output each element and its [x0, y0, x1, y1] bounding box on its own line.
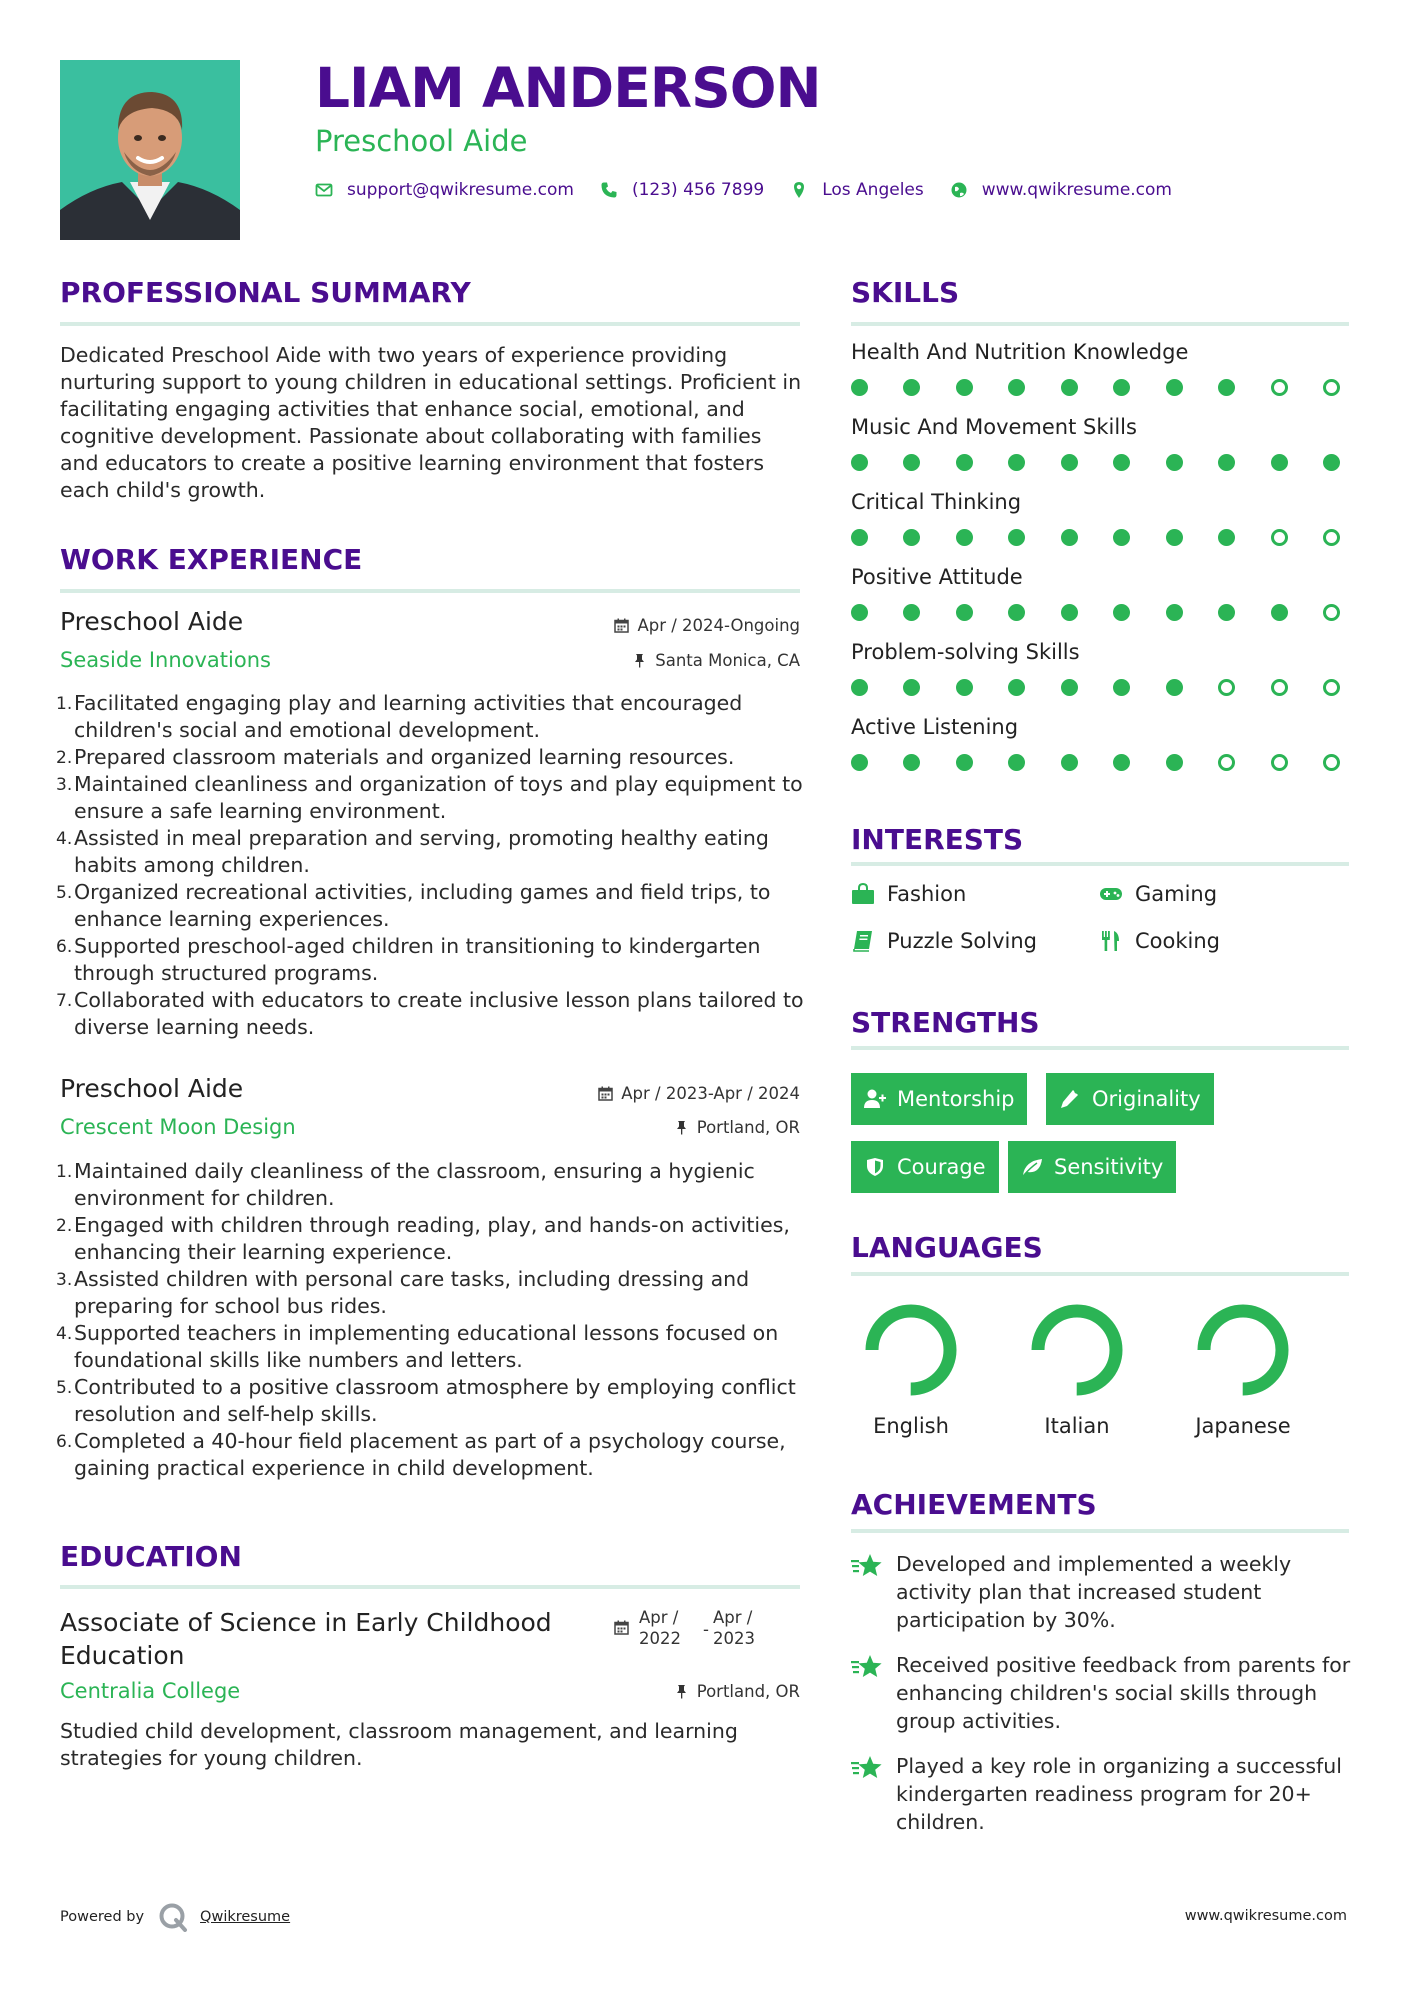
interest-label: Gaming [1135, 882, 1218, 906]
rating-dot-filled [1166, 379, 1183, 396]
work-heading: WORK EXPERIENCE [60, 543, 363, 576]
list-item: 2. Prepared classroom materials and organized learning resources. [56, 745, 735, 769]
skill-rating [851, 379, 1340, 396]
strength-label: Courage [897, 1155, 986, 1179]
list-item: 6. Completed a 40-hour field placement as part of a psychology course, gaining practical experience in child development. [56, 1429, 786, 1480]
skill-name: Critical Thinking [851, 490, 1022, 514]
rating-dot-filled [851, 529, 868, 546]
summary-heading: PROFESSIONAL SUMMARY [60, 276, 471, 309]
rating-dot-filled [956, 754, 973, 771]
job-bullets [56, 690, 806, 1041]
list-item: 5. Organized recreational activities, including games and field trips, to enhance learning experiences. [56, 880, 771, 931]
skills-list [851, 340, 1351, 790]
contact-website-text: www.qwikresume.com [981, 180, 1172, 200]
rating-dot-filled [1113, 604, 1130, 621]
list-item: 5. Contributed to a positive classroom atmosphere by employing conflict resolution and self-help skills. [56, 1375, 796, 1426]
strengths-divider [851, 1046, 1349, 1050]
footer-powered-by [60, 1902, 290, 1932]
skill-item [851, 715, 1351, 790]
shield-icon [864, 1157, 886, 1177]
list-item: 3. Maintained cleanliness and organization of toys and play equipment to ensure a safe learning environment. [56, 772, 803, 823]
rating-dot-filled [1323, 454, 1340, 471]
contact-location-text: Los Angeles [822, 180, 924, 200]
language-ring [1193, 1300, 1293, 1400]
skill-name: Positive Attitude [851, 565, 1023, 589]
skill-item [851, 640, 1351, 715]
job-title: Preschool Aide [60, 607, 244, 636]
skill-rating [851, 604, 1340, 621]
list-item: 4. Assisted in meal preparation and serving, promoting healthy eating habits among children. [56, 826, 769, 877]
star-achievement-icon [851, 1653, 883, 1683]
star-achievement-icon [851, 1552, 883, 1582]
contact-phone[interactable] [600, 180, 764, 200]
rating-dot-filled [1008, 379, 1025, 396]
rating-dot-empty [1271, 679, 1288, 696]
skill-item [851, 565, 1351, 640]
degree-title: Associate of Science in Early Childhood Education [60, 1608, 552, 1670]
gamepad-icon [1099, 883, 1123, 905]
rating-dot-empty [1323, 604, 1340, 621]
summary-divider [60, 322, 800, 326]
rating-dot-filled [851, 379, 868, 396]
rating-dot-filled [956, 454, 973, 471]
avatar [60, 60, 240, 240]
rating-dot-filled [1113, 679, 1130, 696]
achievement-text: Received positive feedback from parents for enhancing children's social skills through group activities. [896, 1653, 1351, 1733]
language-ring [861, 1300, 961, 1400]
rating-dot-filled [1218, 604, 1235, 621]
list-item: 4. Supported teachers in implementing educational lessons focused on foundational skills like numbers and letters. [56, 1321, 779, 1372]
rating-dot-filled [1271, 604, 1288, 621]
rating-dot-empty [1323, 379, 1340, 396]
company-name: Seaside Innovations [60, 648, 271, 672]
rating-dot-filled [956, 604, 973, 621]
user-plus-icon [864, 1089, 886, 1109]
rating-dot-filled [1061, 454, 1078, 471]
rating-dot-filled [1166, 754, 1183, 771]
achievements-divider [851, 1529, 1349, 1533]
achievement-item [851, 1651, 1356, 1735]
list-item: 2. Engaged with children through reading, play, and hands-on activities, enhancing their learning experience. [56, 1213, 790, 1264]
calendar-icon [614, 1620, 629, 1635]
rating-dot-filled [1218, 379, 1235, 396]
interest-label: Puzzle Solving [887, 929, 1037, 953]
strength-label: Mentorship [897, 1087, 1015, 1111]
skill-rating [851, 679, 1340, 696]
skill-item [851, 415, 1351, 490]
rating-dot-filled [903, 529, 920, 546]
interest-item [1099, 882, 1217, 906]
job-title: Preschool Aide [60, 1074, 244, 1103]
rating-dot-filled [1218, 454, 1235, 471]
strength-tag [851, 1141, 999, 1193]
interests-divider [851, 862, 1349, 866]
job-location-text: Portland, OR [696, 1118, 800, 1137]
language-name: Italian [1044, 1414, 1110, 1438]
list-item: 1. Facilitated engaging play and learning activities that encouraged children's social and emotional development. [56, 691, 743, 742]
job-date [614, 616, 800, 635]
contact-email-text: support@qwikresume.com [347, 180, 574, 200]
language-name: English [873, 1414, 949, 1438]
rating-dot-empty [1271, 529, 1288, 546]
education-divider [60, 1585, 800, 1589]
rating-dot-filled [1061, 379, 1078, 396]
rating-dot-empty [1218, 679, 1235, 696]
list-item: 7. Collaborated with educators to create inclusive lesson plans tailored to diverse learning needs. [56, 988, 804, 1039]
language-progress-arc [1038, 1311, 1116, 1389]
contact-email[interactable] [315, 180, 574, 200]
rating-dot-filled [1061, 604, 1078, 621]
phone-icon [600, 181, 618, 199]
profile-photo [60, 60, 240, 240]
rating-dot-filled [851, 454, 868, 471]
rating-dot-filled [1008, 604, 1025, 621]
school-name: Centralia College [60, 1679, 241, 1703]
map-pin-icon [790, 181, 808, 199]
education-heading: EDUCATION [60, 1540, 242, 1573]
rating-dot-filled [1113, 379, 1130, 396]
interest-item [851, 882, 966, 906]
job-date [598, 1084, 800, 1103]
achievement-item [851, 1550, 1356, 1634]
language-progress-arc [1204, 1311, 1282, 1389]
contact-bar [315, 176, 1198, 204]
contact-location [790, 180, 924, 200]
language-progress-arc [872, 1311, 950, 1389]
interests-heading: INTERESTS [851, 823, 1024, 856]
list-item: 1. Maintained daily cleanliness of the classroom, ensuring a hygienic environment for children. [56, 1159, 755, 1210]
job-location [674, 1118, 800, 1137]
skills-heading: SKILLS [851, 276, 960, 309]
pushpin-icon [674, 1120, 689, 1135]
rating-dot-filled [851, 679, 868, 696]
skill-name: Health And Nutrition Knowledge [851, 340, 1189, 364]
utensils-icon [1099, 930, 1123, 952]
rating-dot-filled [956, 379, 973, 396]
strength-tag [1046, 1073, 1214, 1125]
job-bullets [56, 1158, 806, 1482]
strength-label: Originality [1092, 1087, 1201, 1111]
rating-dot-filled [1008, 454, 1025, 471]
strengths-heading: STRENGTHS [851, 1006, 1040, 1039]
skill-item [851, 490, 1351, 565]
candidate-title: Preschool Aide [315, 124, 528, 158]
language-item [856, 1300, 966, 1438]
rating-dot-filled [1061, 679, 1078, 696]
interest-label: Fashion [887, 882, 967, 906]
job-location [632, 651, 800, 670]
rating-dot-filled [903, 454, 920, 471]
achievement-item [851, 1752, 1356, 1836]
rating-dot-filled [1113, 529, 1130, 546]
achievements-heading: ACHIEVEMENTS [851, 1488, 1097, 1521]
job-date-text: Apr / 2023-Apr / 2024 [621, 1084, 800, 1103]
skill-rating [851, 529, 1340, 546]
pushpin-icon [632, 653, 647, 668]
calendar-icon [614, 618, 629, 633]
globe-icon [950, 181, 968, 199]
achievement-text: Played a key role in organizing a successful kindergarten readiness program for 20+ children. [896, 1754, 1342, 1834]
rating-dot-filled [1113, 454, 1130, 471]
skill-name: Music And Movement Skills [851, 415, 1137, 439]
rating-dot-empty [1323, 679, 1340, 696]
rating-dot-filled [903, 754, 920, 771]
skill-item [851, 340, 1351, 415]
book-icon [851, 930, 875, 952]
job-location-text: Santa Monica, CA [655, 651, 800, 670]
rating-dot-filled [903, 604, 920, 621]
rating-dot-filled [956, 679, 973, 696]
summary-text: Dedicated Preschool Aide with two years of experience providing nurturing support to young children in educational settings. Proficient in facilitating engaging activities that enhance social, emotional, and cognitive development. Passionate about collaborating with families and educators to create a positive learning environment that fosters each child's growth. [60, 343, 802, 502]
rating-dot-filled [903, 679, 920, 696]
rating-dot-filled [851, 604, 868, 621]
rating-dot-filled [1166, 529, 1183, 546]
languages-heading: LANGUAGES [851, 1231, 1043, 1264]
work-divider [60, 589, 800, 593]
language-ring [1027, 1300, 1127, 1400]
languages-divider [851, 1272, 1349, 1276]
rating-dot-filled [1218, 529, 1235, 546]
shopping-bag-icon [851, 883, 875, 905]
footer-website[interactable]: www.qwikresume.com [1184, 1908, 1347, 1924]
calendar-icon [598, 1086, 613, 1101]
rating-dot-filled [851, 754, 868, 771]
language-name: Japanese [1195, 1414, 1291, 1438]
language-item [1188, 1300, 1298, 1438]
envelope-icon [315, 181, 333, 199]
language-item [1022, 1300, 1132, 1438]
rating-dot-filled [1166, 454, 1183, 471]
rating-dot-filled [1008, 529, 1025, 546]
rating-dot-filled [1166, 679, 1183, 696]
company-name: Crescent Moon Design [60, 1115, 296, 1139]
rating-dot-filled [903, 379, 920, 396]
powered-by-label: Powered by [60, 1909, 145, 1925]
education-location [674, 1682, 800, 1701]
rating-dot-filled [1166, 604, 1183, 621]
education-location-text: Portland, OR [696, 1682, 800, 1701]
qwikresume-logo-icon [158, 1902, 188, 1932]
job-date-text: Apr / 2024-Ongoing [637, 616, 800, 635]
skill-name: Active Listening [851, 715, 1019, 739]
education-description: Studied child development, classroom management, and learning strategies for young children. [60, 1719, 738, 1770]
rating-dot-filled [1271, 454, 1288, 471]
strength-tag [1008, 1141, 1176, 1193]
rating-dot-filled [1113, 754, 1130, 771]
rating-dot-filled [1008, 679, 1025, 696]
interest-item [851, 929, 1037, 953]
rating-dot-filled [956, 529, 973, 546]
strength-tag [851, 1073, 1027, 1125]
skill-rating [851, 454, 1340, 471]
strength-label: Sensitivity [1054, 1155, 1164, 1179]
achievement-text: Developed and implemented a weekly activity plan that increased student participation by 30%. [896, 1552, 1292, 1632]
rating-dot-empty [1218, 754, 1235, 771]
rating-dot-filled [1061, 529, 1078, 546]
pencil-icon [1059, 1089, 1081, 1109]
rating-dot-empty [1271, 379, 1288, 396]
qwikresume-link[interactable]: Qwikresume [200, 1909, 291, 1925]
candidate-name: LIAM ANDERSON [315, 56, 821, 120]
skill-rating [851, 754, 1340, 771]
rating-dot-empty [1323, 754, 1340, 771]
skill-name: Problem-solving Skills [851, 640, 1080, 664]
education-end: Apr / 2023 [712, 1608, 755, 1648]
education-date-separator: - [703, 1620, 709, 1639]
rating-dot-filled [1008, 754, 1025, 771]
leaf-icon [1021, 1157, 1043, 1177]
pushpin-icon [674, 1684, 689, 1699]
rating-dot-filled [1061, 754, 1078, 771]
contact-phone-text: (123) 456 7899 [631, 180, 765, 200]
list-item: 3. Assisted children with personal care tasks, including dressing and preparing for school bus rides. [56, 1267, 750, 1318]
interest-label: Cooking [1135, 929, 1220, 953]
education-date [614, 1607, 755, 1649]
education-start: Apr / 2022 [639, 1608, 681, 1648]
contact-website[interactable] [950, 180, 1172, 200]
interest-item [1099, 929, 1220, 953]
rating-dot-empty [1271, 754, 1288, 771]
star-achievement-icon [851, 1754, 883, 1784]
skills-divider [851, 322, 1349, 326]
list-item: 6. Supported preschool-aged children in transitioning to kindergarten through structured programs. [56, 934, 761, 985]
rating-dot-empty [1323, 529, 1340, 546]
